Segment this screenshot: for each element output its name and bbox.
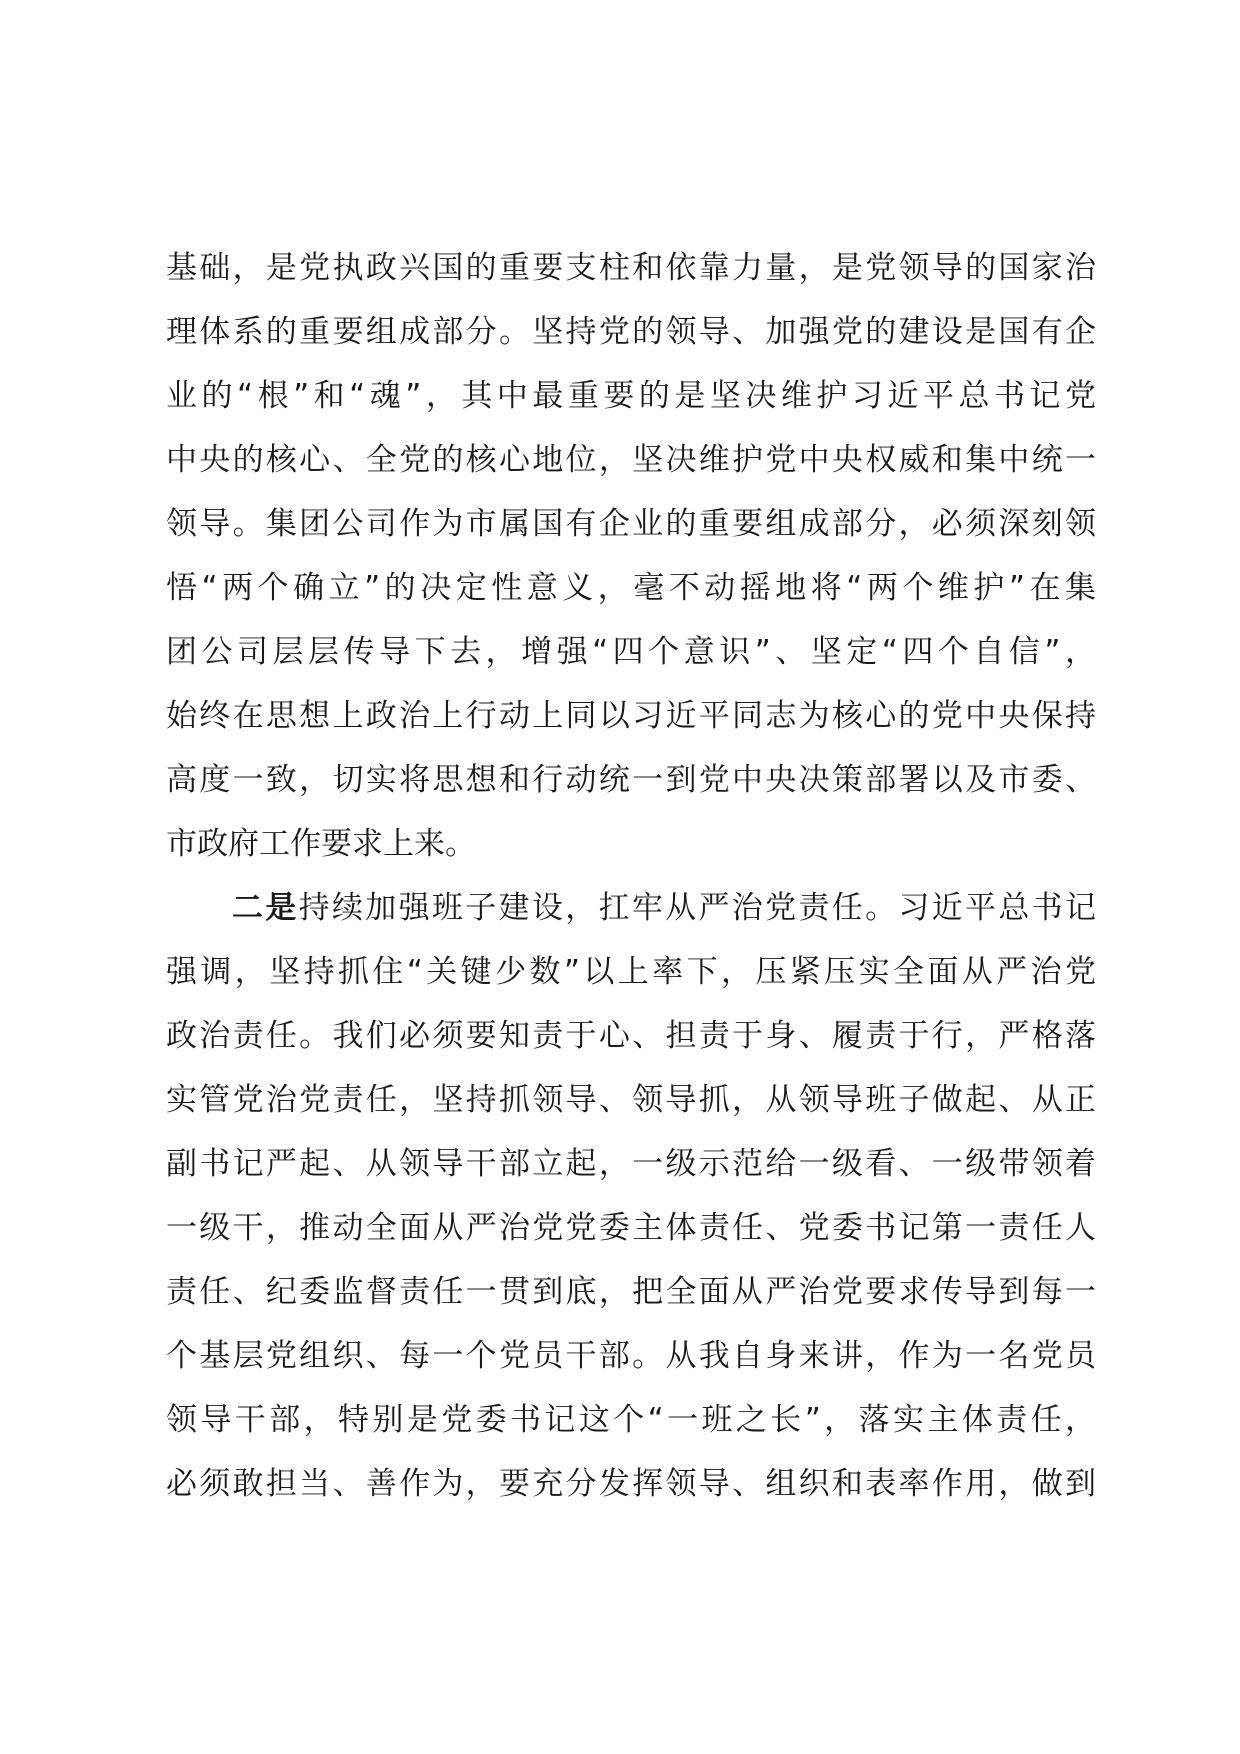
paragraph-lead-bold: 二是 [232, 890, 299, 926]
document-body [166, 236, 1096, 1516]
text-line: 中央的核心、全党的核心地位，坚决维护党中央权威和集中统一 [166, 442, 1096, 478]
text-line: 必须敢担当、善作为，要充分发挥领导、组织和表率作用，做到 [166, 1466, 1096, 1502]
text-line: 责任、纪委监督责任一贯到底，把全面从严治党要求传导到每一 [166, 1274, 1096, 1310]
text-line: 个基层党组织、每一个党员干部。从我自身来讲，作为一名党员 [166, 1338, 1096, 1374]
text-line: 副书记严起、从领导干部立起，一级示范给一级看、一级带领着 [166, 1146, 1096, 1182]
text-line: 理体系的重要组成部分。坚持党的领导、加强党的建设是国有企 [166, 314, 1096, 350]
text-line: 领导干部，特别是党委书记这个“一班之长”，落实主体责任， [166, 1402, 1096, 1438]
text-line: 业的“根”和“魂”，其中最重要的是坚决维护习近平总书记党 [166, 378, 1096, 414]
paragraph-1 [166, 236, 1096, 876]
text-line: 悟“两个确立”的决定性意义，毫不动摇地将“两个维护”在集 [166, 570, 1096, 606]
text-line: 基础，是党执政兴国的重要支柱和依靠力量，是党领导的国家治 [166, 250, 1096, 286]
text-line: 实管党治党责任，坚持抓领导、领导抓，从领导班子做起、从正 [166, 1082, 1096, 1118]
text-line: 团公司层层传导下去，增强“四个意识”、坚定“四个自信”， [166, 634, 1096, 670]
paragraph-2 [166, 876, 1096, 1516]
paragraph-2-first-line-text: 持续加强班子建设，扛牢从严治党责任。习近平总书记 [298, 890, 1096, 926]
text-line: 市政府工作要求上来。 [166, 826, 476, 862]
text-line: 高度一致，切实将思想和行动统一到党中央决策部署以及市委、 [166, 762, 1096, 798]
text-line: 领导。集团公司作为市属国有企业的重要组成部分，必须深刻领 [166, 506, 1096, 542]
text-line: 政治责任。我们必须要知责于心、担责于身、履责于行，严格落 [166, 1018, 1096, 1054]
text-line: 强调，坚持抓住“关键少数”以上率下，压紧压实全面从严治党 [166, 954, 1096, 990]
text-line: 始终在思想上政治上行动上同以习近平同志为核心的党中央保持 [166, 698, 1096, 734]
paragraph-2-first-line [166, 876, 1096, 940]
text-line: 一级干，推动全面从严治党党委主体责任、党委书记第一责任人 [166, 1210, 1096, 1246]
